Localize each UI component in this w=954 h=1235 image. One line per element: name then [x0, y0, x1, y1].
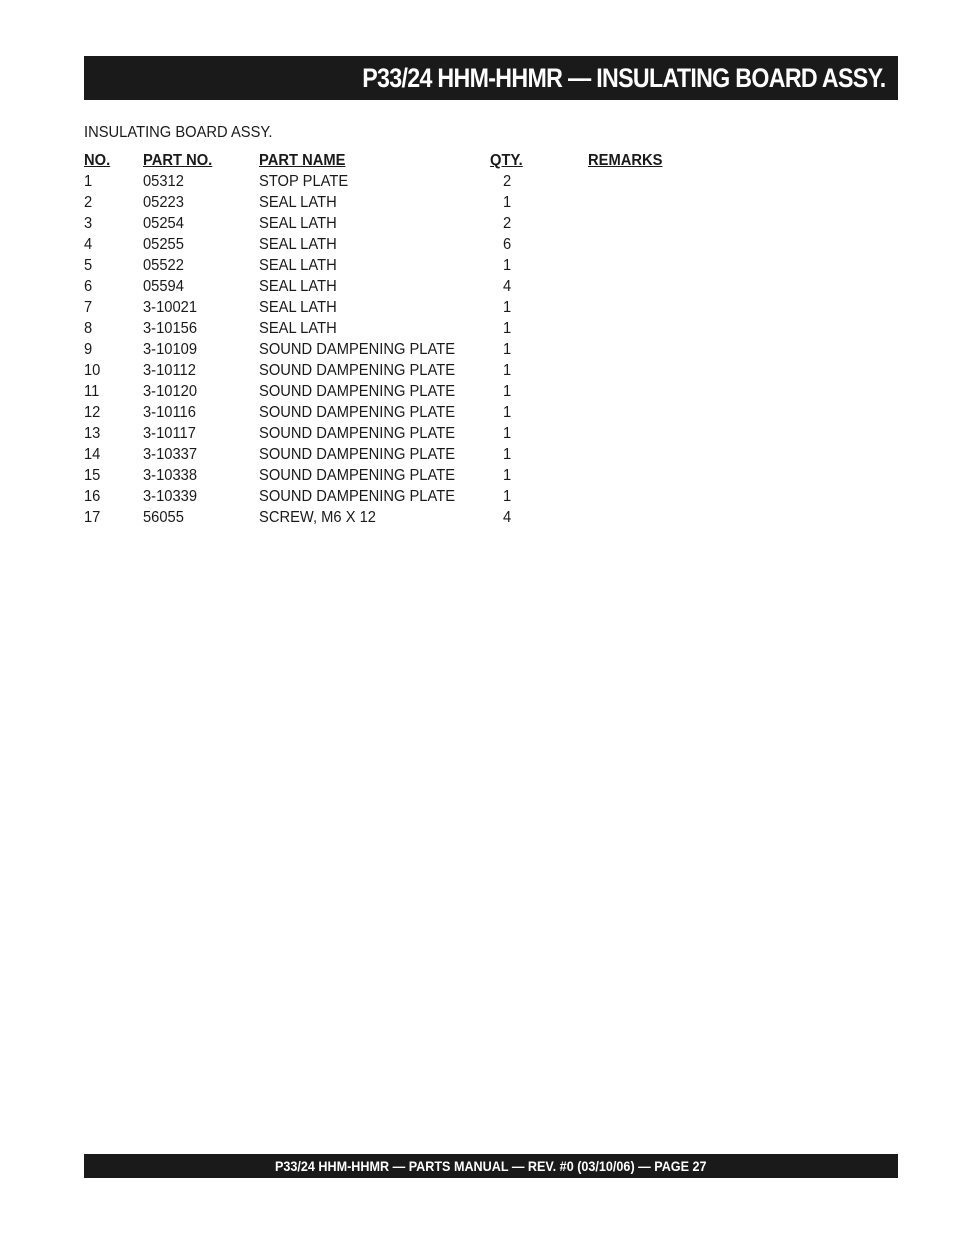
row-qty: 1 — [503, 488, 512, 505]
row-qty: 1 — [503, 446, 512, 463]
row-qty: 1 — [503, 383, 512, 400]
row-part-no: 3-10112 — [143, 362, 196, 379]
row-part-no: 3-10156 — [143, 320, 198, 337]
row-no: 13 — [84, 425, 101, 442]
row-part-name: SEAL LATH — [259, 215, 337, 232]
row-part-name: SEAL LATH — [259, 236, 337, 253]
page-footer-text: P33/24 HHM-HHMR — PARTS MANUAL — REV. #0 (03/10/06) — PAGE 27 — [275, 1158, 707, 1174]
row-qty: 2 — [503, 173, 512, 190]
row-part-no: 05255 — [143, 236, 184, 253]
row-qty: 1 — [503, 467, 512, 484]
row-part-name: STOP PLATE — [259, 173, 349, 190]
row-qty: 1 — [503, 320, 512, 337]
row-part-no: 3-10338 — [143, 467, 198, 484]
row-no: 3 — [84, 215, 93, 232]
row-part-name: SOUND DAMPENING PLATE — [259, 362, 456, 379]
column-header-qty: QTY. — [490, 152, 523, 169]
row-qty: 1 — [503, 299, 512, 316]
row-part-name: SOUND DAMPENING PLATE — [259, 425, 456, 442]
row-qty: 1 — [503, 341, 512, 358]
row-part-name: SEAL LATH — [259, 320, 337, 337]
row-no: 11 — [84, 383, 100, 400]
row-qty: 1 — [503, 404, 512, 421]
row-part-no: 3-10117 — [143, 425, 196, 442]
row-no: 14 — [84, 446, 101, 463]
column-header-part-name: PART NAME — [259, 152, 346, 169]
row-no: 16 — [84, 488, 101, 505]
row-part-name: SEAL LATH — [259, 299, 337, 316]
row-part-no: 3-10337 — [143, 446, 198, 463]
row-part-no: 05312 — [143, 173, 184, 190]
row-no: 8 — [84, 320, 93, 337]
row-no: 2 — [84, 194, 93, 211]
row-part-no: 05522 — [143, 257, 184, 274]
row-part-no: 3-10120 — [143, 383, 198, 400]
row-part-name: SOUND DAMPENING PLATE — [259, 341, 456, 358]
column-header-part-no: PART NO. — [143, 152, 213, 169]
row-part-name: SOUND DAMPENING PLATE — [259, 404, 456, 421]
row-part-name: SCREW, M6 X 12 — [259, 509, 376, 526]
row-no: 17 — [84, 509, 101, 526]
page-title: P33/24 HHM-HHMR — INSULATING BOARD ASSY. — [362, 62, 886, 93]
row-part-no: 3-10116 — [143, 404, 196, 421]
row-no: 9 — [84, 341, 93, 358]
row-qty: 4 — [503, 509, 512, 526]
row-qty: 1 — [503, 362, 512, 379]
column-header-remarks: REMARKS — [588, 152, 663, 169]
row-qty: 1 — [503, 257, 512, 274]
column-header-no: NO. — [84, 152, 111, 169]
row-no: 1 — [84, 173, 93, 190]
row-part-no: 3-10339 — [143, 488, 198, 505]
row-qty: 2 — [503, 215, 512, 232]
row-part-name: SOUND DAMPENING PLATE — [259, 446, 456, 463]
row-qty: 4 — [503, 278, 512, 295]
row-no: 12 — [84, 404, 101, 421]
row-no: 15 — [84, 467, 101, 484]
row-part-name: SOUND DAMPENING PLATE — [259, 467, 456, 484]
row-part-no: 56055 — [143, 509, 184, 526]
row-no: 7 — [84, 299, 93, 316]
row-part-name: SOUND DAMPENING PLATE — [259, 488, 456, 505]
section-title: INSULATING BOARD ASSY. — [84, 124, 273, 141]
row-part-no: 05594 — [143, 278, 184, 295]
row-no: 5 — [84, 257, 93, 274]
row-part-no: 3-10109 — [143, 341, 198, 358]
row-part-name: SEAL LATH — [259, 194, 337, 211]
row-part-name: SOUND DAMPENING PLATE — [259, 383, 456, 400]
row-qty: 1 — [503, 194, 512, 211]
row-no: 10 — [84, 362, 101, 379]
page-header-bar — [84, 56, 898, 100]
row-part-no: 3-10021 — [143, 299, 198, 316]
page-footer-bar — [84, 1154, 898, 1178]
row-part-name: SEAL LATH — [259, 257, 337, 274]
row-qty: 6 — [503, 236, 512, 253]
row-qty: 1 — [503, 425, 512, 442]
row-part-no: 05254 — [143, 215, 184, 232]
row-no: 4 — [84, 236, 93, 253]
row-no: 6 — [84, 278, 93, 295]
row-part-name: SEAL LATH — [259, 278, 337, 295]
row-part-no: 05223 — [143, 194, 184, 211]
